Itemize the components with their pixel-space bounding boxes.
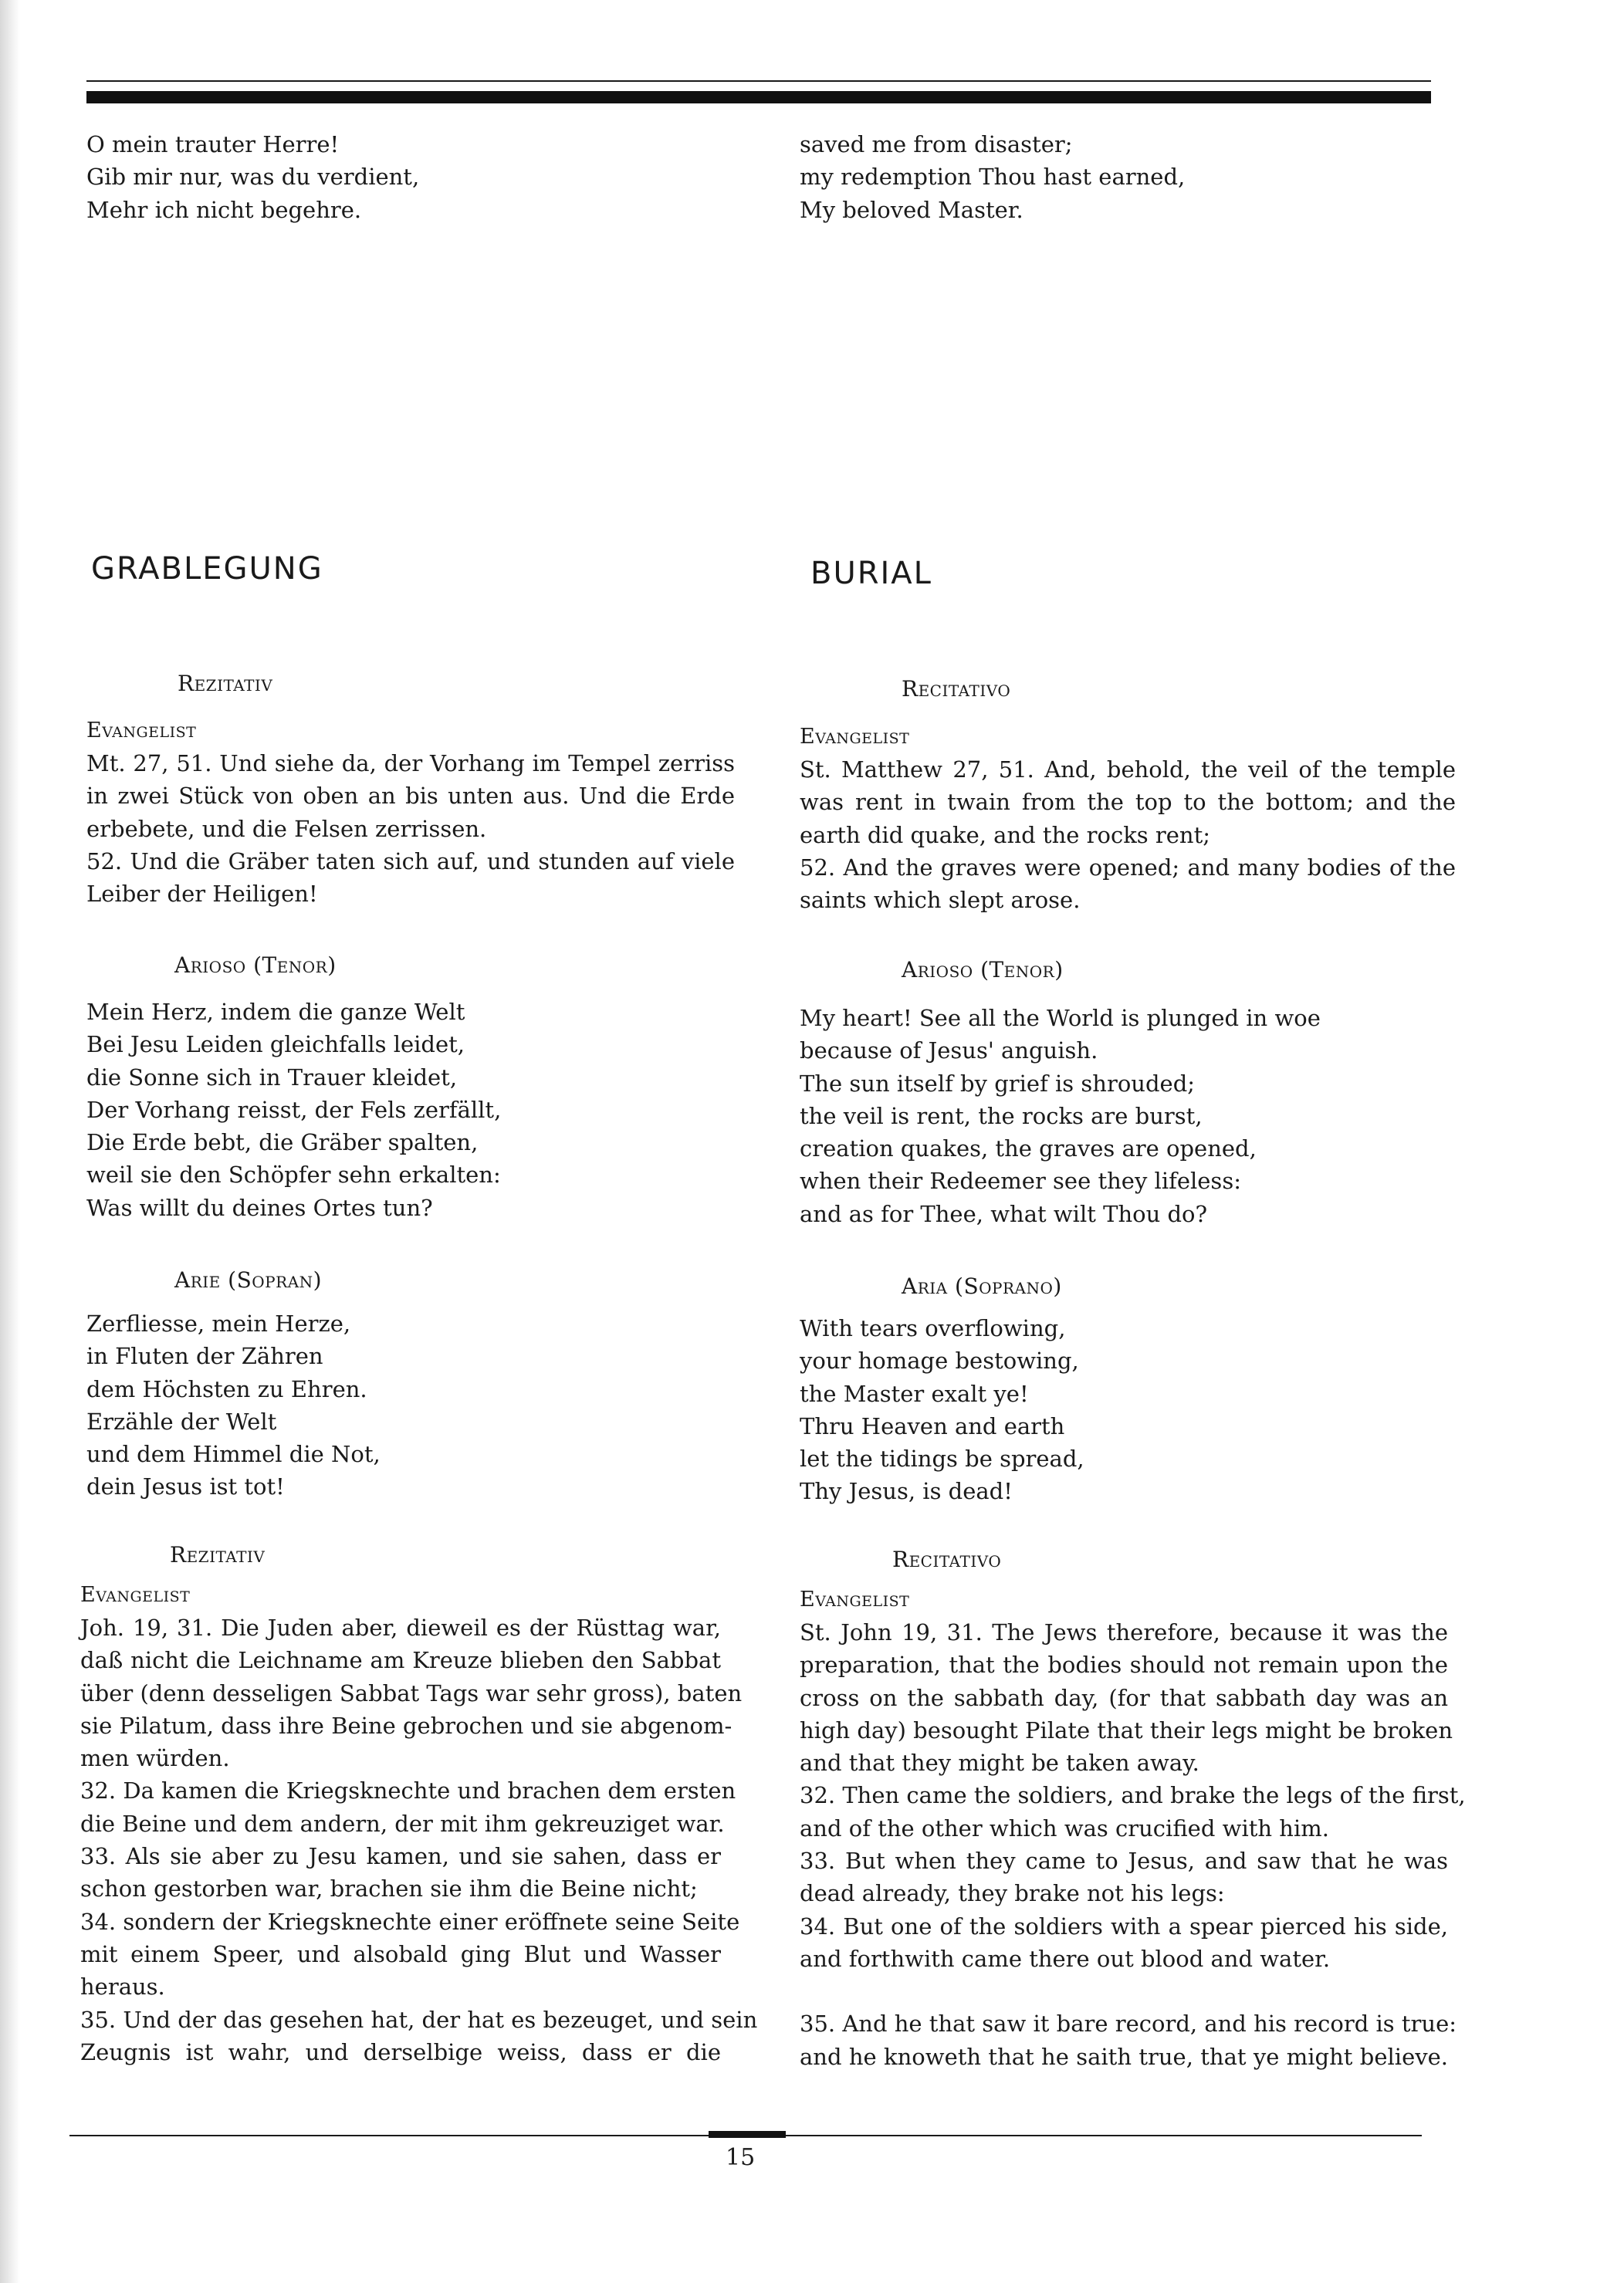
text-line: men würden. — [80, 1745, 230, 1772]
text-line: Leiber der Heiligen! — [86, 881, 318, 908]
text-line: and that they might be taken away. — [800, 1750, 1199, 1777]
section-title-german: GRABLEGUNG — [91, 551, 323, 587]
verse-line: creation quakes, the graves are opened, — [800, 1135, 1257, 1162]
arioso-english — [800, 1002, 1448, 1230]
verse-line: Bei Jesu Leiden gleichfalls leidet, — [86, 1031, 465, 1058]
verse-line: your homage bestowing, — [800, 1348, 1079, 1375]
text-line: 52. Und die Gräber taten sich auf, und stunden auf viele — [86, 847, 735, 874]
text-line: St. Matthew 27, 51. And, behold, the veil of the temple — [800, 756, 1456, 783]
text-line: Zeugnis ist wahr, und derselbige weiss, dass er die — [80, 2038, 721, 2065]
footer-rule-tab — [709, 2131, 786, 2138]
text-line: earth did quake, and the rocks rent; — [800, 821, 1211, 848]
text-line: in zwei Stück von oben an bis unten aus. Und die Erde — [86, 783, 735, 810]
recitative-1-german — [86, 715, 735, 910]
verse-line: die Sonne sich in Trauer kleidet, — [86, 1064, 458, 1091]
movement-label-german: Rezitativ — [178, 671, 273, 696]
page-number: 15 — [726, 2144, 756, 2171]
text-line: preparation, that the bodies should not remain upon the — [800, 1652, 1448, 1679]
role-label: Evangelist — [80, 1583, 191, 1607]
text-line: and forthwith came there out blood and water. — [800, 1945, 1331, 1972]
verse-line: the Master exalt ye! — [800, 1380, 1029, 1407]
verse-line: because of Jesus' anguish. — [800, 1037, 1098, 1064]
top-verse-german — [86, 128, 735, 226]
verse-line: weil sie den Schöpfer sehn erkalten: — [86, 1162, 501, 1189]
role-label: Evangelist — [800, 725, 910, 749]
text-line: 32. Then came the soldiers, and brake the legs of the first, — [800, 1782, 1466, 1809]
verse-line: the veil is rent, the rocks are burst, — [800, 1102, 1203, 1129]
page-edge-shadow — [0, 0, 20, 2283]
verse-line: dein Jesus ist tot! — [86, 1473, 285, 1500]
aria-german — [86, 1307, 735, 1503]
top-verse-english — [800, 128, 1448, 226]
movement-label-english: Aria (Soprano) — [902, 1273, 1062, 1299]
verse-line: when their Redeemer see they lifeless: — [800, 1168, 1241, 1195]
text-line: 34. sondern der Kriegsknechte einer eröffnete seine Seite — [80, 1908, 740, 1935]
verse-line: and as for Thee, what wilt Thou do? — [800, 1200, 1208, 1227]
verse-line: Mehr ich nicht begehre. — [86, 196, 362, 223]
verse-line: Thru Heaven and earth — [800, 1412, 1065, 1439]
movement-label-german: Arie (Sopran) — [174, 1267, 323, 1293]
text-line: 35. Und der das gesehen hat, der hat es bezeuget, und sein — [80, 2006, 758, 2033]
movement-label-german: Rezitativ — [170, 1542, 266, 1568]
text-line: cross on the sabbath day, (for that sabbath day was an — [800, 1684, 1448, 1711]
movement-label-english: Arioso (Tenor) — [902, 957, 1064, 983]
text-line: was rent in twain from the top to the bottom; and the — [800, 789, 1456, 816]
verse-line: With tears overflowing, — [800, 1315, 1066, 1341]
aria-english — [800, 1312, 1448, 1508]
verse-line: O mein trauter Herre! — [86, 131, 340, 157]
text-line: sie Pilatum, dass ihre Beine gebrochen und sie abgenom- — [80, 1712, 732, 1739]
role-label: Evangelist — [800, 1588, 910, 1612]
text-line: saints which slept arose. — [800, 887, 1081, 914]
verse-line: my redemption Thou hast earned, — [800, 164, 1186, 191]
verse-line: Der Vorhang reisst, der Fels zerfällt, — [86, 1096, 502, 1123]
section-title-english: BURIAL — [810, 556, 932, 591]
verse-line: Mein Herz, indem die ganze Welt — [86, 999, 465, 1025]
text-line: die Beine und dem andern, der mit ihm gekreuziget war. — [80, 1810, 725, 1837]
verse-line: My beloved Master. — [800, 196, 1023, 223]
text-line: 33. Als sie aber zu Jesu kamen, und sie sahen, dass er — [80, 1843, 721, 1870]
text-line — [800, 1975, 1448, 2007]
text-line: über (denn desseligen Sabbat Tags war sehr gross), baten — [80, 1679, 743, 1706]
verse-line: Zerfliesse, mein Herze, — [86, 1311, 351, 1337]
text-line: erbebete, und die Felsen zerrissen. — [86, 815, 487, 842]
recitative-1-english — [800, 721, 1456, 916]
text-line: heraus. — [80, 1974, 165, 2001]
movement-label-german: Arioso (Tenor) — [174, 952, 337, 978]
text-line: 34. But one of the soldiers with a spear pierced his side, — [800, 1913, 1448, 1940]
text-line: 33. But when they came to Jesus, and saw that he was — [800, 1848, 1448, 1875]
header-rule-thick — [86, 91, 1431, 103]
text-line: 35. And he that saw it bare record, and his record is true: — [800, 2011, 1457, 2038]
header-rule-thin — [86, 80, 1431, 82]
movement-label-english: Recitativo — [892, 1547, 1002, 1572]
verse-line: Erzähle der Welt — [86, 1408, 277, 1435]
verse-line: in Fluten der Zähren — [86, 1343, 323, 1370]
verse-line: Gib mir nur, was du verdient, — [86, 164, 420, 191]
text-line: high day) besought Pilate that their legs might be broken — [800, 1716, 1453, 1744]
verse-line: dem Höchsten zu Ehren. — [86, 1375, 367, 1402]
text-line: mit einem Speer, und alsobald ging Blut und Wasser — [80, 1940, 721, 1967]
text-line: dead already, they brake not his legs: — [800, 1880, 1225, 1907]
verse-line: The sun itself by grief is shrouded; — [800, 1070, 1196, 1097]
text-line: and he knoweth that he saith true, that ye might believe. — [800, 2043, 1448, 2070]
text-line: 52. And the graves were opened; and many bodies of the — [800, 854, 1456, 881]
text-line: schon gestorben war, brachen sie ihm die Beine nicht; — [80, 1875, 698, 1902]
recitative-2-english — [800, 1584, 1466, 2073]
text-line: Joh. 19, 31. Die Juden aber, dieweil es der Rüsttag war, — [80, 1615, 721, 1641]
verse-line: saved me from disaster; — [800, 131, 1073, 157]
text-line: St. John 19, 31. The Jews therefore, because it was the — [800, 1619, 1448, 1645]
verse-line: let the tidings be spread, — [800, 1446, 1084, 1473]
recitative-2-german — [80, 1579, 758, 2068]
role-label: Evangelist — [86, 719, 197, 742]
verse-line: My heart! See all the World is plunged in woe — [800, 1005, 1321, 1031]
verse-line: und dem Himmel die Not, — [86, 1441, 381, 1468]
text-line: daß nicht die Leichname am Kreuze blieben den Sabbat — [80, 1647, 721, 1674]
verse-line: Thy Jesus, is dead! — [800, 1478, 1013, 1505]
arioso-german — [86, 996, 735, 1224]
text-line: and of the other which was crucified with him. — [800, 1815, 1329, 1842]
verse-line: Die Erde bebt, die Gräber spalten, — [86, 1129, 479, 1156]
verse-line: Was willt du deines Ortes tun? — [86, 1194, 433, 1221]
movement-label-english: Recitativo — [902, 676, 1011, 702]
text-line: Mt. 27, 51. Und siehe da, der Vorhang im Tempel zerriss — [86, 750, 735, 776]
text-line: 32. Da kamen die Kriegsknechte und brachen dem ersten — [80, 1777, 736, 1804]
